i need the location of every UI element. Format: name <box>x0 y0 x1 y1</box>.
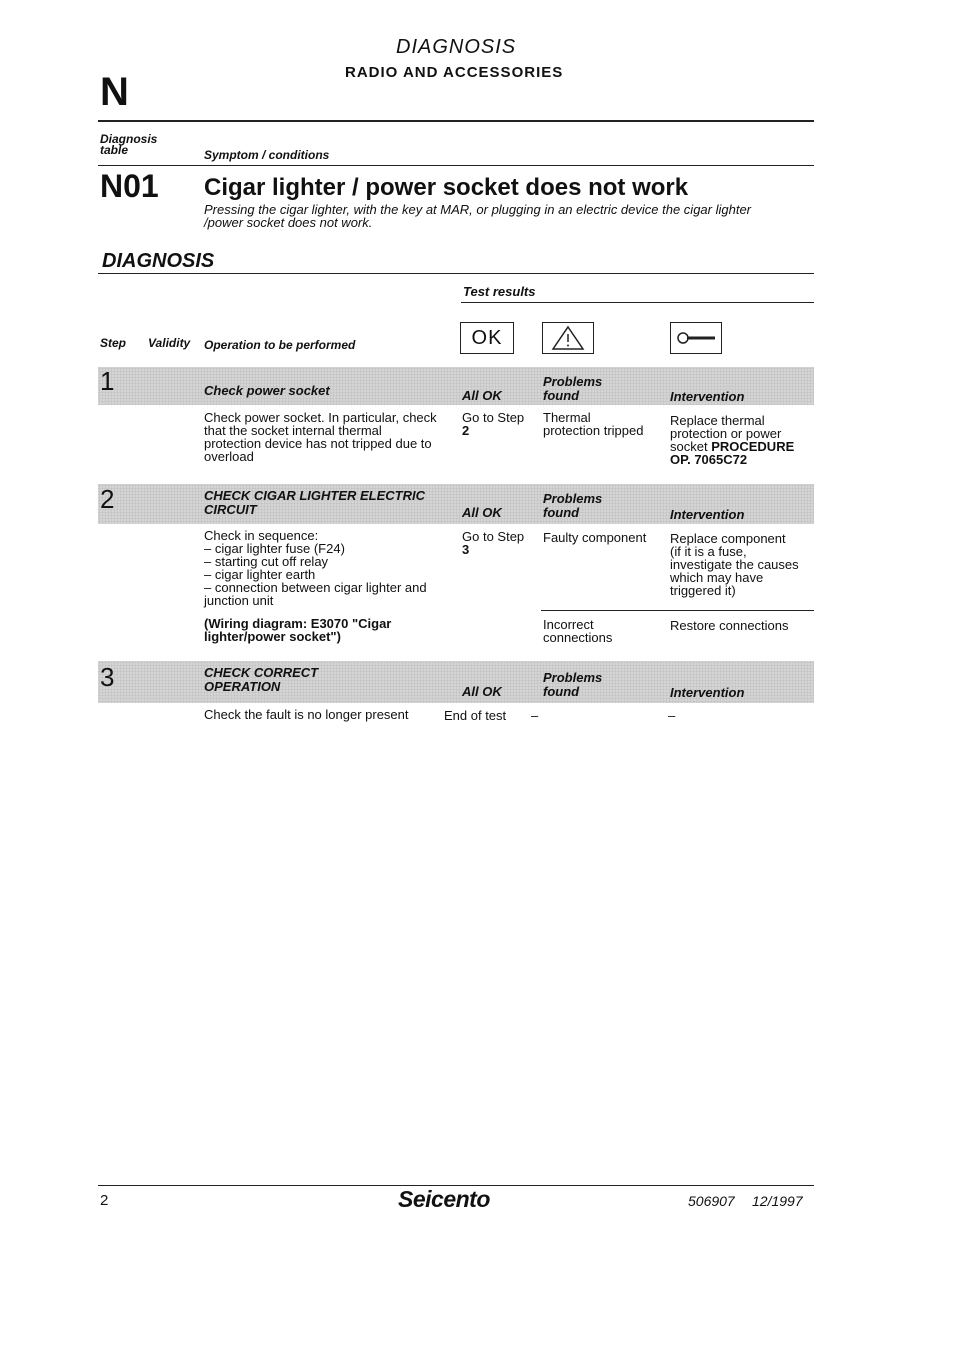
ok-icon-label: OK <box>471 326 503 349</box>
wrench-glyph-icon <box>671 323 721 353</box>
step-1-intervention <box>670 414 794 466</box>
validity-column-label: Validity <box>148 336 191 350</box>
step-2-operation: Check in sequence: – cigar lighter fuse (F24) – starting cut off relay – cigar lighter earth – connection between cigar lighter and junction unit <box>204 528 427 608</box>
step-2-problem: Faulty component <box>543 530 647 545</box>
ok-icon <box>460 322 514 354</box>
warning-icon <box>542 322 594 354</box>
section-rule <box>98 273 814 274</box>
step-1-problems-label: Problems found <box>543 374 603 403</box>
step-2-divider <box>541 610 814 611</box>
header-rule <box>98 120 814 122</box>
step-3-all-ok: End of test <box>444 708 507 723</box>
page-number: 2 <box>100 1192 109 1209</box>
fault-title: Cigar lighter / power socket does not work <box>204 174 689 201</box>
diagnosis-table-label: Diagnosis table <box>100 132 158 157</box>
step-2-intervention: Replace component (if it is a fuse, investigate the causes which may have triggered it) <box>670 531 799 598</box>
step-2-intervention-2: Restore connections <box>670 618 789 633</box>
page-title: DIAGNOSIS <box>396 36 517 58</box>
wrench-icon <box>670 322 722 354</box>
step-1-problem: Thermal protection tripped <box>543 410 644 438</box>
warning-triangle-icon <box>543 323 593 353</box>
page-subtitle: RADIO AND ACCESSORIES <box>345 64 564 81</box>
step-1-all-ok-step: 2 <box>462 423 470 438</box>
step-2-problem-2: Incorrect connections <box>543 617 613 645</box>
symptom-rule <box>98 165 814 166</box>
step-3-intervention-label: Intervention <box>670 685 745 700</box>
step-3-intervention: – <box>668 708 676 723</box>
step-1-intervention-label: Intervention <box>670 389 745 404</box>
step-1-all-ok: Go to Step <box>462 410 525 425</box>
step-2-all-ok-label: All OK <box>462 505 502 520</box>
test-results-rule <box>461 302 814 303</box>
step-3-problem: – <box>531 708 539 723</box>
document-number: 506907 <box>688 1193 735 1209</box>
step-3-title: CHECK CORRECT OPERATION <box>204 665 319 694</box>
step-2-intervention-label: Intervention <box>670 507 745 522</box>
section-letter: N <box>100 70 129 114</box>
step-2-problems-label: Problems found <box>543 491 603 520</box>
section-heading: DIAGNOSIS <box>102 250 215 272</box>
step-3-operation: Check the fault is no longer present <box>204 707 409 722</box>
step-2-number: 2 <box>100 484 115 514</box>
symptom-label: Symptom / conditions <box>204 148 330 162</box>
step-1-intervention-text: Replace thermal protection or power socket <box>670 413 782 454</box>
step-1-all-ok-label: All OK <box>462 388 502 403</box>
step-1-title: Check power socket <box>204 383 330 398</box>
step-3-all-ok-label: All OK <box>462 684 502 699</box>
step-column-label: Step <box>100 336 127 350</box>
step-1-intervention-procedure: PROCEDURE OP. 7065C72 <box>670 439 795 467</box>
brand-logo: Seicento <box>398 1186 490 1212</box>
fault-code: N01 <box>100 168 159 204</box>
step-3-number: 3 <box>100 662 115 692</box>
step-2-all-ok-step: 3 <box>462 542 470 557</box>
step-1-operation: Check power socket. In particular, check that the socket internal thermal protection device has not tripped due to overload <box>204 410 437 464</box>
step-1-number: 1 <box>100 366 115 396</box>
test-results-label: Test results <box>463 284 536 299</box>
step-2-wiring-diagram: (Wiring diagram: E3070 "Cigar lighter/power socket") <box>204 616 392 644</box>
fault-description: Pressing the cigar lighter, with the key at MAR, or plugging in an electric device the cigar lighter /power socket does not work. <box>204 202 751 230</box>
operation-column-label: Operation to be performed <box>204 338 356 352</box>
document-date: 12/1997 <box>752 1193 803 1209</box>
step-2-title: CHECK CIGAR LIGHTER ELECTRIC CIRCUIT <box>204 488 425 517</box>
step-2-all-ok: Go to Step <box>462 529 525 544</box>
step-3-problems-label: Problems found <box>543 670 603 699</box>
